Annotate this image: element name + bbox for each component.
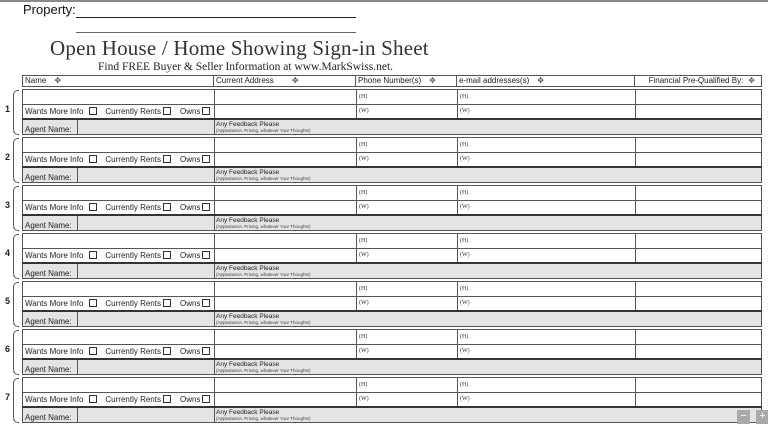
home-phone-tag[interactable]: (H) [359, 382, 368, 388]
work-email-tag[interactable]: (W) [460, 396, 470, 402]
zoom-in-button[interactable]: + [756, 410, 768, 424]
currently-rents-label: Currently Rents [105, 203, 161, 212]
home-email-tag[interactable]: (H) [460, 382, 469, 388]
row-line-2 [22, 344, 762, 358]
property-input-line-1[interactable] [76, 17, 356, 18]
interest-options [25, 395, 213, 404]
brace-icon [13, 138, 19, 183]
currently-rents-checkbox[interactable] [163, 203, 171, 211]
feedback-field[interactable] [216, 169, 310, 182]
financial-field[interactable] [636, 234, 762, 248]
move-icon: ✥ [748, 76, 755, 85]
address-field[interactable] [215, 234, 355, 248]
brace-icon [13, 90, 19, 135]
signin-row [0, 136, 768, 183]
brace-icon [13, 282, 19, 327]
row-number: 2 [5, 152, 11, 162]
feedback-field[interactable] [216, 409, 310, 422]
feedback-hint: (Appearance, Pricing, whatever Your Thoughts) [216, 416, 311, 421]
agent-name-field[interactable] [78, 168, 213, 182]
wants-more-info-label: Wants More Info [25, 155, 84, 164]
work-phone-tag[interactable]: (W) [359, 396, 369, 402]
move-icon: ✥ [429, 76, 436, 85]
agent-name-label: Agent Name: [25, 413, 72, 422]
name-field[interactable] [23, 378, 213, 392]
home-email-tag[interactable]: (H) [460, 238, 469, 244]
owns-label: Owns [179, 203, 201, 212]
feedback-title: Any Feedback Please [216, 313, 280, 320]
name-field[interactable] [23, 330, 213, 344]
feedback-title: Any Feedback Please [216, 409, 280, 416]
wants-more-info-label: Wants More Info [25, 107, 84, 116]
signin-row [0, 280, 768, 327]
wants-more-info-checkbox[interactable] [89, 107, 97, 115]
agent-name-field[interactable] [78, 216, 213, 230]
financial-field[interactable] [636, 378, 762, 392]
currently-rents-label: Currently Rents [105, 107, 161, 116]
wants-more-info-label: Wants More Info [25, 395, 84, 404]
name-field[interactable] [23, 138, 213, 152]
row-line-2 [22, 152, 762, 166]
currently-rents-label: Currently Rents [105, 155, 161, 164]
work-phone-tag[interactable]: (W) [359, 204, 369, 210]
wants-more-info-checkbox[interactable] [89, 203, 97, 211]
owns-label: Owns [179, 251, 201, 260]
work-phone-tag[interactable]: (W) [359, 156, 369, 162]
work-email-tag[interactable]: (W) [460, 348, 470, 354]
home-phone-tag[interactable]: (H) [359, 190, 368, 196]
signin-row [0, 376, 768, 423]
agent-name-field[interactable] [78, 408, 213, 422]
agent-name-label: Agent Name: [25, 317, 72, 326]
wants-more-info-checkbox[interactable] [89, 395, 97, 403]
owns-checkbox[interactable] [202, 395, 210, 403]
row-number: 5 [5, 296, 11, 306]
signin-row [0, 88, 768, 135]
agent-name-field[interactable] [78, 120, 213, 134]
signin-row [0, 328, 768, 375]
feedback-field[interactable] [216, 361, 310, 374]
home-email-tag[interactable]: (H) [460, 334, 469, 340]
row-line-1 [22, 377, 762, 392]
currently-rents-label: Currently Rents [105, 251, 161, 260]
row-number: 1 [5, 104, 11, 114]
work-email-tag[interactable]: (W) [460, 156, 470, 162]
home-phone-tag[interactable]: (H) [359, 142, 368, 148]
row-number: 7 [5, 392, 11, 402]
home-phone-tag[interactable]: (H) [359, 94, 368, 100]
financial-field[interactable] [636, 138, 762, 152]
row-line-3 [22, 310, 762, 327]
currently-rents-label: Currently Rents [105, 299, 161, 308]
financial-field[interactable] [636, 90, 762, 104]
owns-label: Owns [179, 347, 201, 356]
owns-label: Owns [179, 395, 201, 404]
interest-options [25, 299, 213, 308]
feedback-hint: (Appearance, Pricing, whatever Your Thoughts) [216, 272, 311, 277]
wants-more-info-label: Wants More Info [25, 347, 84, 356]
currently-rents-checkbox[interactable] [163, 347, 171, 355]
financial-field[interactable] [636, 186, 762, 200]
zoom-out-button[interactable]: − [737, 410, 750, 424]
currently-rents-checkbox[interactable] [163, 107, 171, 115]
row-number: 4 [5, 248, 11, 258]
work-email-tag[interactable]: (W) [460, 252, 470, 258]
home-email-tag[interactable]: (H) [460, 142, 469, 148]
move-icon: ✥ [537, 76, 544, 85]
sheet-subtitle: Find FREE Buyer & Seller Information at www.MarkSwiss.net. [98, 61, 394, 73]
feedback-hint: (Appearance, Pricing, whatever Your Thoughts) [216, 320, 311, 325]
wants-more-info-checkbox[interactable] [89, 347, 97, 355]
brace-icon [13, 234, 19, 279]
signin-row [0, 232, 768, 279]
page-top-border [0, 0, 768, 2]
agent-name-label: Agent Name: [25, 173, 72, 182]
sheet-title: Open House / Home Showing Sign-in Sheet [50, 36, 429, 60]
row-number: 3 [5, 200, 11, 210]
work-phone-tag[interactable]: (W) [359, 108, 369, 114]
row-line-3 [22, 214, 762, 231]
row-line-3 [22, 358, 762, 375]
row-line-2 [22, 392, 762, 406]
move-icon: ✥ [54, 76, 62, 85]
home-phone-tag[interactable]: (H) [359, 286, 368, 292]
feedback-field[interactable] [216, 217, 310, 230]
owns-checkbox[interactable] [202, 347, 210, 355]
agent-name-label: Agent Name: [25, 125, 72, 134]
agent-name-label: Agent Name: [25, 269, 72, 278]
wants-more-info-label: Wants More Info [25, 251, 84, 260]
brace-icon [13, 378, 19, 423]
currently-rents-label: Currently Rents [105, 395, 161, 404]
row-number: 6 [5, 344, 11, 354]
feedback-title: Any Feedback Please [216, 265, 280, 272]
home-email-tag[interactable]: (H) [460, 94, 469, 100]
interest-options [25, 203, 213, 212]
wants-more-info-checkbox[interactable] [89, 251, 97, 259]
move-icon: ✥ [291, 76, 299, 85]
brace-icon [13, 330, 19, 375]
agent-name-field[interactable] [78, 312, 213, 326]
work-phone-tag[interactable]: (W) [359, 348, 369, 354]
owns-checkbox[interactable] [202, 203, 210, 211]
owns-checkbox[interactable] [202, 251, 210, 259]
column-header-financial: Financial Pre-Qualified By: ✥ [634, 75, 762, 87]
interest-options [25, 347, 213, 356]
financial-field[interactable] [636, 282, 762, 296]
name-field[interactable] [23, 282, 213, 296]
home-phone-tag[interactable]: (H) [359, 238, 368, 244]
feedback-hint: (Appearance, Pricing, whatever Your Thoughts) [216, 224, 311, 229]
column-header-phone: Phone Number(s) ✥ [355, 75, 457, 87]
feedback-title: Any Feedback Please [216, 217, 280, 224]
address-field[interactable] [215, 378, 355, 392]
row-line-2 [22, 296, 762, 310]
feedback-title: Any Feedback Please [216, 361, 280, 368]
name-field[interactable] [23, 234, 213, 248]
work-email-tag[interactable]: (W) [460, 300, 470, 306]
currently-rents-checkbox[interactable] [163, 395, 171, 403]
feedback-field[interactable] [216, 121, 310, 134]
name-field[interactable] [23, 186, 213, 200]
address-field[interactable] [215, 282, 355, 296]
row-line-2 [22, 104, 762, 118]
currently-rents-checkbox[interactable] [163, 251, 171, 259]
signin-row [0, 184, 768, 231]
feedback-title: Any Feedback Please [216, 169, 280, 176]
wants-more-info-checkbox[interactable] [89, 155, 97, 163]
row-line-2 [22, 248, 762, 262]
name-field[interactable] [23, 90, 213, 104]
owns-checkbox[interactable] [202, 155, 210, 163]
interest-options [25, 107, 213, 116]
column-header-name: Name ✥ [22, 75, 214, 87]
feedback-field[interactable] [216, 265, 310, 278]
row-line-1 [22, 329, 762, 344]
row-line-3 [22, 166, 762, 183]
home-email-tag[interactable]: (H) [460, 286, 469, 292]
interest-options [25, 251, 213, 260]
agent-name-label: Agent Name: [25, 365, 72, 374]
column-header-address: Current Address ✥ [213, 75, 356, 87]
work-email-tag[interactable]: (W) [460, 108, 470, 114]
work-email-tag[interactable]: (W) [460, 204, 470, 210]
address-field[interactable] [215, 186, 355, 200]
agent-name-field[interactable] [78, 264, 213, 278]
feedback-title: Any Feedback Please [216, 121, 280, 128]
wants-more-info-label: Wants More Info [25, 299, 84, 308]
owns-checkbox[interactable] [202, 299, 210, 307]
row-line-3 [22, 406, 762, 423]
brace-icon [13, 186, 19, 231]
agent-name-field[interactable] [78, 360, 213, 374]
currently-rents-checkbox[interactable] [163, 155, 171, 163]
owns-label: Owns [179, 155, 201, 164]
financial-field[interactable] [636, 330, 762, 344]
property-input-line-2[interactable] [76, 32, 356, 33]
owns-label: Owns [179, 107, 201, 116]
property-label: Property: [23, 2, 76, 17]
feedback-hint: (Appearance, Pricing, whatever Your Thoughts) [216, 128, 311, 133]
row-line-1 [22, 233, 762, 248]
row-line-1 [22, 185, 762, 200]
row-line-1 [22, 137, 762, 152]
agent-name-label: Agent Name: [25, 221, 72, 230]
wants-more-info-checkbox[interactable] [89, 299, 97, 307]
feedback-hint: (Appearance, Pricing, whatever Your Thoughts) [216, 176, 311, 181]
row-line-3 [22, 118, 762, 135]
row-line-1 [22, 89, 762, 104]
home-email-tag[interactable]: (H) [460, 190, 469, 196]
currently-rents-checkbox[interactable] [163, 299, 171, 307]
interest-options [25, 155, 213, 164]
work-phone-tag[interactable]: (W) [359, 252, 369, 258]
address-field[interactable] [215, 330, 355, 344]
row-line-2 [22, 200, 762, 214]
owns-checkbox[interactable] [202, 107, 210, 115]
column-header-email: e-mail addresses(s) ✥ [456, 75, 635, 87]
address-field[interactable] [215, 90, 355, 104]
row-line-1 [22, 281, 762, 296]
feedback-field[interactable] [216, 313, 310, 326]
feedback-hint: (Appearance, Pricing, whatever Your Thoughts) [216, 368, 311, 373]
address-field[interactable] [215, 138, 355, 152]
row-line-3 [22, 262, 762, 279]
work-phone-tag[interactable]: (W) [359, 300, 369, 306]
owns-label: Owns [179, 299, 201, 308]
currently-rents-label: Currently Rents [105, 347, 161, 356]
home-phone-tag[interactable]: (H) [359, 334, 368, 340]
wants-more-info-label: Wants More Info [25, 203, 84, 212]
